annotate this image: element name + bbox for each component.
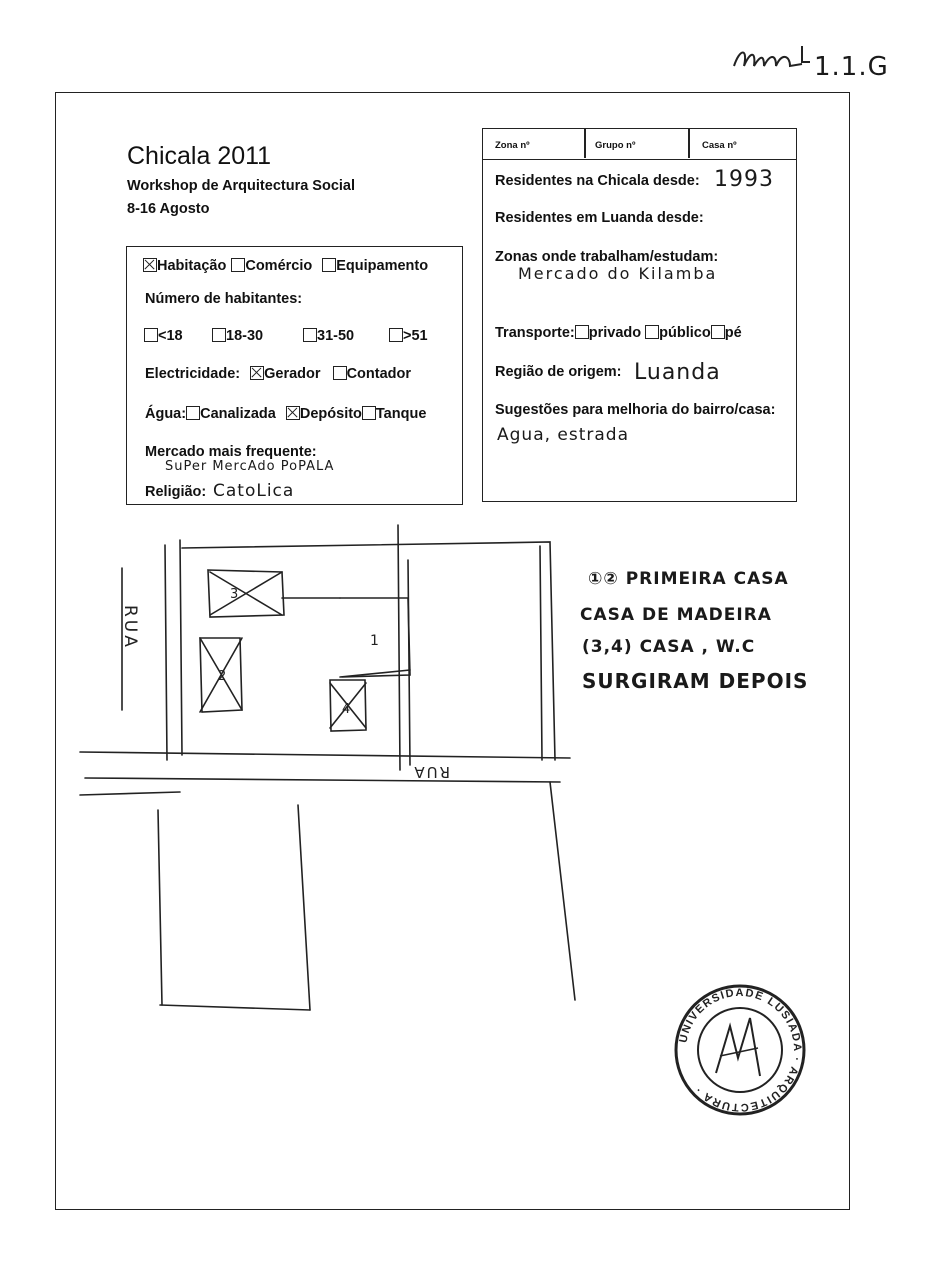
equipamento-label: Equipamento <box>336 258 429 274</box>
habitantes-opt-1 <box>144 328 183 344</box>
deposito-checkbox[interactable] <box>286 406 300 420</box>
sketch-note-1: ①② PRIMEIRA CASA <box>588 569 789 589</box>
street-label-bottom: RUA <box>412 763 450 781</box>
regiao-value: Luanda <box>634 360 721 385</box>
gerador-checkbox[interactable] <box>250 366 264 380</box>
page-title: Chicala 2011 <box>127 142 272 170</box>
luanda-label: Residentes em Luanda desde: <box>495 210 704 226</box>
habitantes-label: Número de habitantes: <box>145 291 303 307</box>
agua-row <box>145 406 426 422</box>
pe-label: pé <box>724 325 742 341</box>
street-label-side: RUA <box>120 605 140 650</box>
agua-label: Água: <box>145 406 187 422</box>
signature-scribble <box>730 38 810 78</box>
deposito-label: Depósito <box>299 406 362 422</box>
habitacao-label: Habitação <box>157 258 227 274</box>
contador-label: Contador <box>346 366 412 382</box>
stamp-text: UNIVERSIDADE LUSÍADA · ARQUITECTURA · <box>677 986 804 1114</box>
comercio-label: Comércio <box>245 258 313 274</box>
habitantes-18-30-label: 18-30 <box>226 328 264 344</box>
id-table <box>482 128 797 160</box>
corner-scribble <box>730 38 810 83</box>
sketch-note-4: SURGIRAM DEPOIS <box>582 669 809 693</box>
zonas-label: Zonas onde trabalham/estudam: <box>495 249 719 265</box>
habitantes-lt18-label: <18 <box>158 328 183 344</box>
tanque-label: Tanque <box>375 406 427 422</box>
electricidade-row <box>145 366 411 382</box>
habitantes-opt-4 <box>389 328 428 344</box>
habitantes-lt18-checkbox[interactable] <box>144 328 158 342</box>
zonas-value: Mercado do Kilamba <box>518 264 718 283</box>
grupo-label: Grupo nº <box>595 140 636 151</box>
habitantes-opt-3 <box>303 328 354 344</box>
sugestoes-label: Sugestões para melhoria do bairro/casa: <box>495 402 776 418</box>
religiao-value: CatoLica <box>213 481 295 501</box>
habitantes-opt-2 <box>212 328 263 344</box>
site-sketch <box>70 520 590 1020</box>
habitantes-gt51-label: >51 <box>403 328 428 344</box>
zona-label: Zona nº <box>495 140 530 151</box>
mercado-value: SuPer MercAdo PoPALA <box>165 459 335 474</box>
id-table-divider-2 <box>688 128 690 158</box>
habitantes-31-50-checkbox[interactable] <box>303 328 317 342</box>
id-table-divider-1 <box>584 128 586 158</box>
casa-label: Casa nº <box>702 140 737 151</box>
usage-row <box>143 258 428 274</box>
chicala-value: 1993 <box>714 167 774 192</box>
page-dates: 8-16 Agosto <box>127 201 210 217</box>
gerador-label: Gerador <box>264 366 321 382</box>
canalizada-label: Canalizada <box>200 406 276 422</box>
privado-checkbox[interactable] <box>575 325 589 339</box>
contador-checkbox[interactable] <box>333 366 347 380</box>
sugestoes-value: Agua, estrada <box>497 425 630 445</box>
university-stamp <box>668 978 813 1128</box>
room-label-1: 1 <box>370 633 379 649</box>
canalizada-checkbox[interactable] <box>186 406 200 420</box>
transporte-row <box>495 325 742 341</box>
pe-checkbox[interactable] <box>711 325 725 339</box>
corner-code: 1.1.G <box>814 52 889 82</box>
publico-label: público <box>659 325 711 341</box>
room-label-3: 3 <box>230 587 239 602</box>
chicala-label: Residentes na Chicala desde: <box>495 173 700 189</box>
habitacao-checkbox[interactable] <box>143 258 157 272</box>
comercio-checkbox[interactable] <box>231 258 245 272</box>
privado-label: privado <box>588 325 642 341</box>
transporte-label: Transporte: <box>495 325 575 341</box>
habitantes-18-30-checkbox[interactable] <box>212 328 226 342</box>
tanque-checkbox[interactable] <box>362 406 376 420</box>
room-label-4: 4 <box>342 702 351 717</box>
sketch-note-3: (3,4) CASA , W.C <box>582 637 756 657</box>
publico-checkbox[interactable] <box>645 325 659 339</box>
sketch-note-2: CASA DE MADEIRA <box>580 605 772 625</box>
page-subtitle: Workshop de Arquitectura Social <box>127 178 356 194</box>
room-label-2: 2 <box>218 669 227 684</box>
electricidade-label: Electricidade: <box>145 366 241 382</box>
mercado-label: Mercado mais frequente: <box>145 444 317 460</box>
regiao-label: Região de origem: <box>495 364 622 380</box>
habitantes-31-50-label: 31-50 <box>317 328 355 344</box>
equipamento-checkbox[interactable] <box>322 258 336 272</box>
religiao-label: Religião: <box>145 484 207 500</box>
habitantes-gt51-checkbox[interactable] <box>389 328 403 342</box>
